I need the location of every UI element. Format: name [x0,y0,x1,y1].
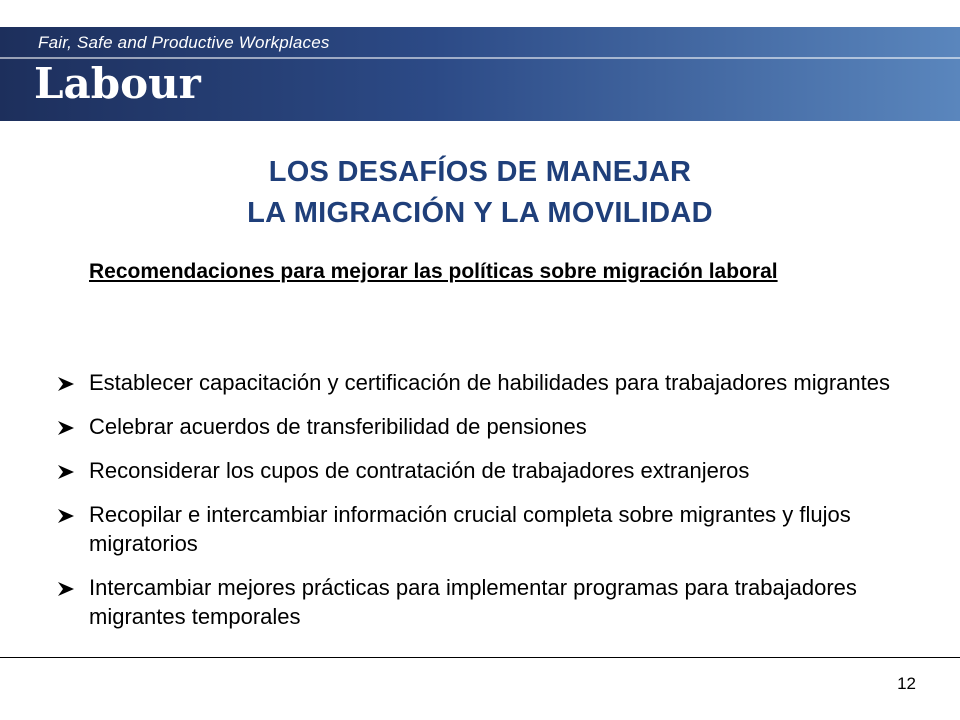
arrowhead-bullet-icon [58,421,74,435]
bullet-item [54,368,894,397]
header-tagline: Fair, Safe and Productive Workplaces [38,33,330,52]
bullet-text: Reconsiderar los cupos de contratación de trabajadores extranjeros [89,458,750,483]
slide-subtitle: Recomendaciones para mejorar las políticas sobre migración laboral [89,260,778,283]
arrowhead-bullet-icon [58,509,74,523]
slide-title [0,152,960,234]
footer-divider [0,657,960,658]
bullet-text: Intercambiar mejores prácticas para implementar programas para trabajadores migrantes temporales [89,575,857,629]
header-banner [0,27,960,121]
labour-wordmark: Labour [34,59,201,108]
bullet-text: Establecer capacitación y certificación de habilidades para trabajadores migrantes [89,370,891,395]
bullet-text: Celebrar acuerdos de transferibilidad de pensiones [89,414,587,439]
bullet-text: Recopilar e intercambiar información crucial completa sobre migrantes y flujos migratorios [89,502,851,556]
slide-title-line-1: LOS DESAFÍOS DE MANEJAR [268,156,692,188]
slide-title-line-2: LA MIGRACIÓN Y LA MOVILIDAD [247,197,713,229]
bullet-list [54,368,894,646]
bullet-item [54,456,894,485]
arrowhead-bullet-icon [58,465,74,479]
bullet-item [54,500,894,558]
page-number: 12 [897,674,916,693]
bullet-item [54,573,894,631]
arrowhead-bullet-icon [58,377,74,391]
arrowhead-bullet-icon [58,582,74,596]
bullet-item [54,412,894,441]
